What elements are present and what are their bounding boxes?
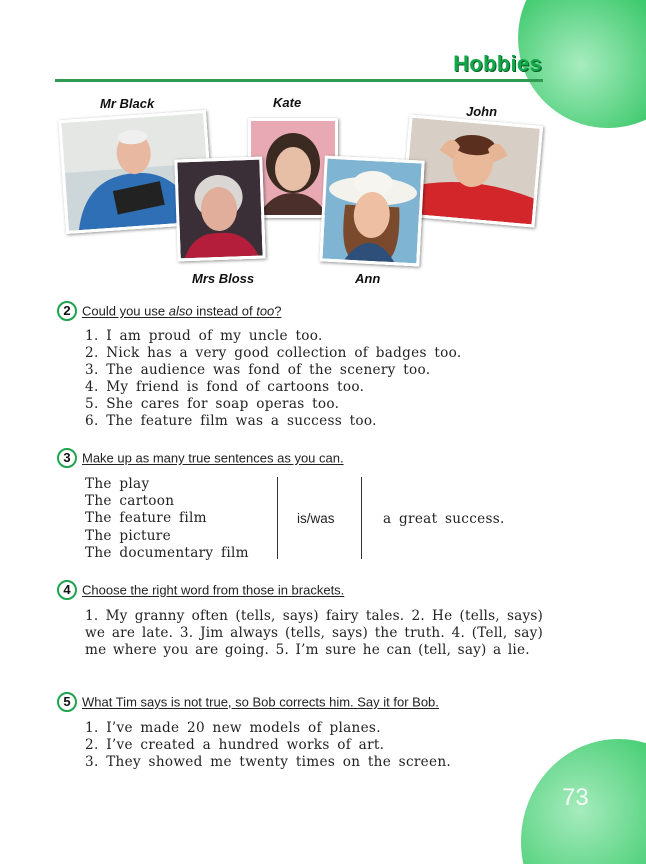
exercise-3-heading [57, 448, 344, 468]
page-title: Hobbies [453, 51, 542, 76]
table-divider [277, 477, 278, 559]
table-cell: The play [85, 476, 150, 492]
title-divider [55, 79, 543, 82]
subjects-column [85, 476, 249, 562]
list-item: 4. My friend is fond of cartoons too. [85, 379, 365, 395]
label-kate: Kate [273, 95, 302, 110]
page-number: 73 [562, 784, 589, 811]
photo-mrs-bloss [174, 156, 266, 261]
table-cell: The feature film [85, 510, 207, 527]
list-item: 3. They showed me twenty times on the screen. [85, 754, 452, 770]
exercise-4-text: 1. My granny often (tells, says) fairy tales. 2. He (tells, says) we are late. 3. Jim always (tells, says) the truth. 4. (Tell, say) me where you are going. 5. I’m sure he can (tell, say) a lie. [85, 608, 543, 659]
label-mrs-bloss: Mrs Bloss [192, 271, 255, 286]
exercise-2-instruction: Could you use also instead of too? [82, 303, 282, 319]
list-item: 6. The feature film was a success too. [85, 413, 377, 429]
label-ann: Ann [355, 271, 381, 286]
list-item: 1. I’ve made 20 new models of planes. [85, 720, 381, 736]
exercise-5-list [85, 720, 451, 771]
table-divider [361, 477, 362, 559]
exercise-5-instruction: What Tim says is not true, so Bob corrects him. Say it for Bob. [82, 694, 439, 710]
exercise-4-heading [57, 580, 344, 600]
table-cell: The cartoon [85, 493, 175, 510]
label-john: John [466, 104, 498, 119]
list-item: 3. The audience was fond of the scenery too. [85, 362, 431, 378]
exercise-3-instruction: Make up as many true sentences as you can. [82, 450, 344, 466]
exercise-number-badge: 4 [57, 580, 77, 600]
table-cell: The documentary film [85, 544, 249, 561]
list-item: 2. Nick has a very good collection of badges too. [85, 345, 462, 361]
list-item: 1. I am proud of my uncle too. [85, 328, 323, 344]
substitution-table [85, 476, 545, 561]
exercise-number-badge: 3 [57, 448, 77, 468]
exercise-4-instruction: Choose the right word from those in brackets. [82, 582, 345, 598]
keyword-also: also [168, 303, 193, 319]
photo-ann [319, 155, 424, 266]
label-mr-black: Mr Black [100, 96, 155, 111]
exercise-2-list [85, 328, 462, 430]
table-cell: The picture [85, 527, 171, 544]
verb-cell: is/was [297, 511, 335, 526]
exercise-number-badge: 5 [57, 692, 77, 712]
exercise-5-heading [57, 692, 439, 712]
keyword-too: too [256, 303, 275, 319]
exercise-2-heading [57, 301, 282, 321]
complement-cell: a great success. [383, 511, 505, 527]
list-item: 5. She cares for soap operas too. [85, 396, 340, 412]
exercise-number-badge: 2 [57, 301, 77, 321]
list-item: 2. I’ve created a hundred works of art. [85, 737, 385, 753]
